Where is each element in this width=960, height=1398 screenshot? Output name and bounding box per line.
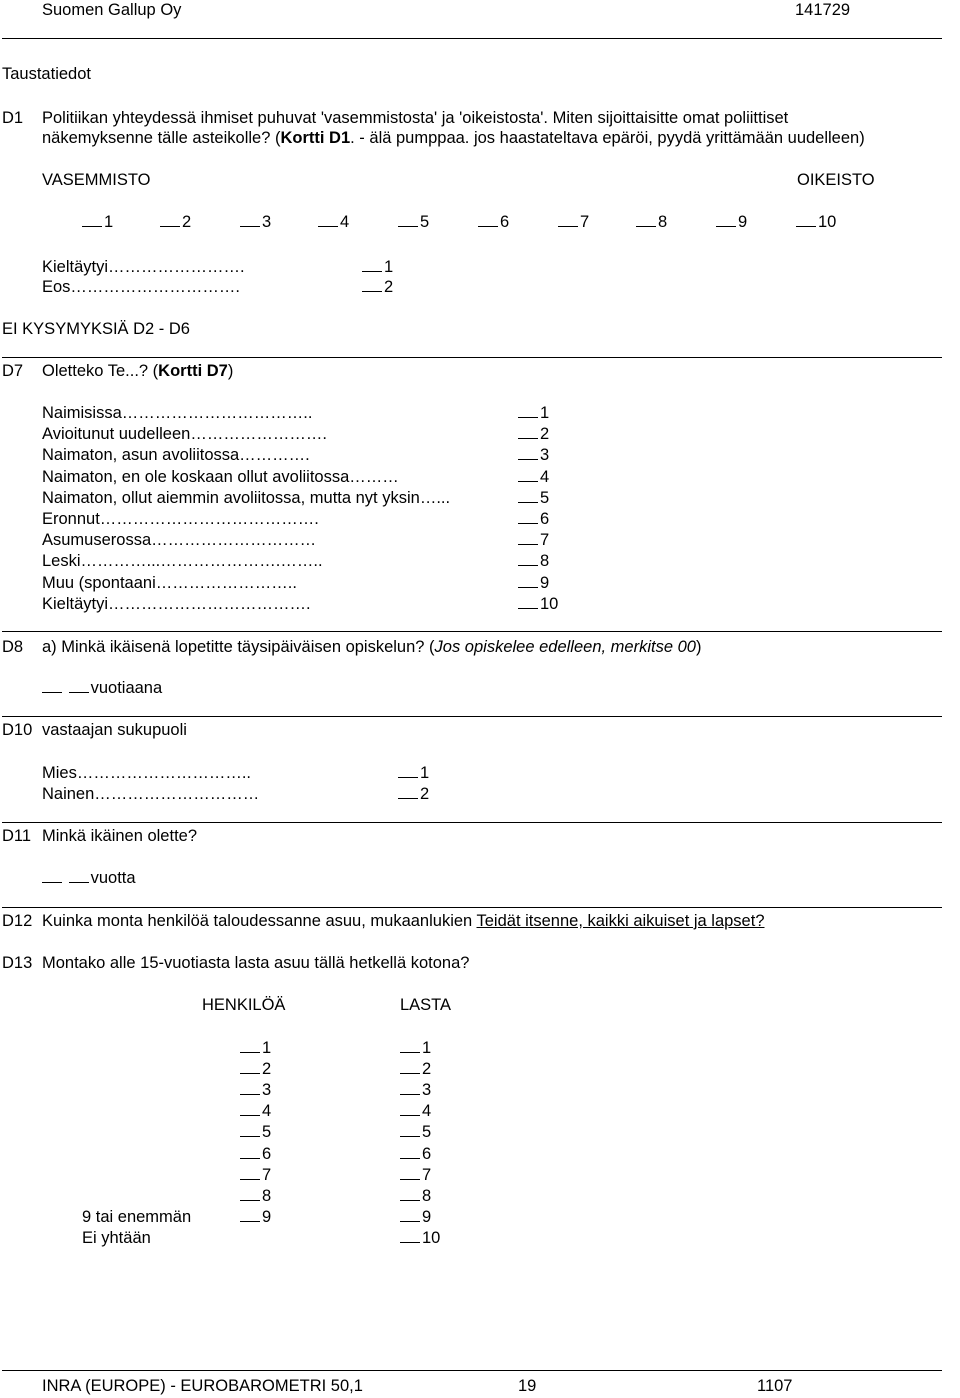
code-value: 2 — [422, 1060, 432, 1079]
code-value: 1 — [540, 404, 550, 422]
code-value: 4 — [340, 213, 350, 231]
d12-question — [42, 911, 765, 931]
d7-option-label: Kieltäytyi………………………………. — [42, 594, 311, 613]
d13-lasta-option[interactable] — [400, 1059, 431, 1079]
d8-instruction: Jos opiskelee edelleen, merkitse 00 — [434, 638, 696, 656]
d7-option-label: Naimaton, en ole koskaan ollut avoliitossa……… — [42, 467, 399, 486]
answer-blank — [160, 212, 180, 227]
d7-option-code[interactable] — [518, 424, 549, 444]
answer-blank — [362, 277, 382, 292]
d7-option-code[interactable] — [518, 467, 549, 487]
d1-text-b: . - älä pumppaa. jos haastateltava epäröi, pyydä yrittämään uudelleen) — [350, 129, 865, 147]
d8-question — [42, 637, 701, 657]
d1-scale-option[interactable] — [558, 212, 589, 232]
footer-code: 1107 — [757, 1377, 793, 1395]
d10-option-code[interactable] — [398, 784, 429, 804]
answer-blank — [518, 509, 538, 524]
answer-blank — [240, 1059, 260, 1074]
code-value: 4 — [540, 467, 550, 486]
d7-option-code[interactable] — [518, 445, 549, 465]
d7-option-code[interactable] — [518, 530, 549, 550]
d13-row-label: 9 tai enemmän — [82, 1208, 192, 1226]
d10-option-code[interactable] — [398, 763, 429, 783]
answer-blank — [478, 212, 498, 227]
code-value: 2 — [540, 425, 550, 444]
code-value: 3 — [540, 446, 550, 465]
code-value: 3 — [422, 1081, 432, 1100]
code-value: 3 — [262, 1081, 272, 1100]
d13-henkiloa-option[interactable] — [240, 1101, 271, 1121]
d13-henkiloa-option[interactable] — [240, 1122, 271, 1142]
d7-option-label: Naimaton, ollut aiemmin avoliitossa, mutta nyt yksin…... — [42, 488, 451, 507]
d1-extra-label: Kieltäytyi……………………. — [42, 258, 245, 276]
answer-blank — [636, 212, 656, 227]
d11-number: D11 — [2, 827, 32, 845]
answer-blank — [400, 1186, 420, 1201]
d13-henkiloa-option[interactable] — [240, 1038, 271, 1058]
d10-number: D10 — [2, 721, 33, 739]
d8-text: a) Minkä ikäisenä lopetitte täysipäiväisen opiskelun? ( — [42, 638, 435, 656]
code-value: 4 — [262, 1102, 272, 1121]
d13-question: Montako alle 15-vuotiasta lasta asuu tällä hetkellä kotona? — [42, 954, 470, 972]
answer-blank — [398, 763, 418, 778]
d13-row-label: Ei yhtään — [82, 1229, 151, 1247]
d13-henkiloa-option[interactable] — [240, 1059, 271, 1079]
code-value: 8 — [658, 213, 668, 231]
answer-blank — [318, 212, 338, 227]
d7-option-label: Leski…………...………………….…….. — [42, 552, 323, 571]
d1-scale-option[interactable] — [796, 212, 836, 232]
d7-option-label: Eronnut…………………………………. — [42, 510, 319, 528]
answer-blank — [518, 551, 538, 566]
d1-scale-option[interactable] — [318, 212, 349, 232]
code-value: 8 — [262, 1186, 272, 1205]
divider — [2, 357, 942, 358]
answer-blank — [362, 257, 382, 272]
d7-option-label: Naimisissa…………………………….. — [42, 404, 313, 422]
code-value: 1 — [420, 764, 430, 782]
section-title: Taustatiedot — [2, 65, 91, 83]
d13-henkiloa-option[interactable] — [240, 1165, 271, 1185]
footer-page: 19 — [518, 1377, 537, 1395]
d11-answer[interactable] — [42, 868, 136, 888]
answer-blank — [518, 403, 538, 418]
divider — [2, 631, 942, 632]
code-value: 5 — [540, 488, 550, 507]
code-value: 5 — [422, 1123, 432, 1142]
d13-col1-header: HENKILÖÄ — [202, 996, 286, 1014]
d11-unit: vuotta — [90, 869, 136, 887]
d13-lasta-option[interactable] — [400, 1144, 431, 1164]
answer-blank — [240, 1207, 260, 1222]
code-value: 2 — [384, 278, 394, 296]
code-value: 8 — [422, 1186, 432, 1205]
d7-option-code[interactable] — [518, 509, 549, 529]
code-value: 6 — [422, 1144, 432, 1163]
d8-number: D8 — [2, 638, 24, 656]
code-value: 10 — [818, 213, 837, 231]
answer-blank — [69, 678, 89, 693]
answer-blank — [518, 594, 538, 609]
d12-emphasis: Teidät itsenne, kaikki aikuiset ja lapset? — [476, 912, 765, 930]
answer-blank — [42, 678, 62, 693]
footer-survey: INRA (EUROPE) - EUROBAROMETRI 50,1 — [42, 1377, 363, 1395]
answer-blank — [400, 1165, 420, 1180]
code-value: 7 — [580, 213, 590, 231]
answer-blank — [518, 573, 538, 588]
d12-number: D12 — [2, 912, 33, 930]
d13-lasta-option[interactable] — [400, 1165, 431, 1185]
d1-card-ref: Kortti D1 — [280, 129, 351, 147]
d13-lasta-option[interactable] — [400, 1228, 440, 1248]
d11-question: Minkä ikäinen olette? — [42, 827, 198, 845]
d13-henkiloa-option[interactable] — [240, 1207, 271, 1227]
d13-lasta-option[interactable] — [400, 1038, 431, 1058]
answer-blank — [398, 212, 418, 227]
code-value: 4 — [422, 1102, 432, 1121]
answer-blank — [796, 212, 816, 227]
d10-question: vastaajan sukupuoli — [42, 721, 187, 739]
d1-right-label: OIKEISTO — [797, 171, 875, 189]
d10-option-label: Nainen………………………… — [42, 785, 260, 803]
d1-skip-note: EI KYSYMYKSIÄ D2 - D6 — [2, 320, 190, 338]
answer-blank — [400, 1207, 420, 1222]
code-value: 9 — [738, 213, 748, 231]
d7-number: D7 — [2, 362, 24, 380]
answer-blank — [240, 1038, 260, 1053]
divider — [2, 822, 942, 823]
answer-blank — [82, 212, 102, 227]
divider — [2, 907, 942, 908]
answer-blank — [398, 784, 418, 799]
answer-blank — [400, 1122, 420, 1137]
code-value: 3 — [262, 213, 272, 231]
d1-scale-option[interactable] — [398, 212, 429, 232]
code-value: 2 — [262, 1060, 272, 1079]
d1-extra-code[interactable] — [362, 277, 393, 297]
code-value: 7 — [262, 1165, 272, 1184]
answer-blank — [558, 212, 578, 227]
answer-blank — [518, 530, 538, 545]
divider — [2, 38, 942, 39]
d13-henkiloa-option[interactable] — [240, 1144, 271, 1164]
code-value: 7 — [540, 531, 550, 550]
d7-option-code[interactable] — [518, 403, 549, 423]
answer-blank — [400, 1228, 420, 1243]
code-value: 10 — [422, 1228, 441, 1247]
d1-scale-option[interactable] — [636, 212, 667, 232]
d13-number: D13 — [2, 954, 33, 972]
code-value: 9 — [262, 1207, 272, 1226]
answer-blank — [240, 1186, 260, 1201]
d7-option-label: Muu (spontaani…………………….. — [42, 573, 297, 592]
d7-question — [42, 361, 233, 381]
divider — [2, 1370, 942, 1371]
d1-scale-option[interactable] — [240, 212, 271, 232]
d1-question-line2 — [42, 128, 865, 148]
d13-lasta-option[interactable] — [400, 1207, 431, 1227]
d7-card-ref: Kortti D7 — [158, 362, 228, 380]
code-value: 6 — [500, 213, 510, 231]
answer-blank — [400, 1144, 420, 1159]
d7-option-code[interactable] — [518, 573, 549, 593]
d1-number: D1 — [2, 109, 24, 127]
d1-scale-option[interactable] — [716, 212, 747, 232]
code-value: 1 — [262, 1039, 272, 1057]
code-value: 1 — [384, 258, 394, 276]
d7-option-label: Asumuserossa………………………… — [42, 531, 317, 550]
answer-blank — [240, 1165, 260, 1180]
header-company: Suomen Gallup Oy — [42, 1, 182, 19]
code-value: 5 — [262, 1123, 272, 1142]
answer-blank — [400, 1080, 420, 1095]
answer-blank — [240, 1080, 260, 1095]
d7-close: ) — [227, 362, 234, 380]
d10-option-label: Mies………………………….. — [42, 764, 252, 782]
d7-option-code[interactable] — [518, 551, 549, 571]
answer-blank — [400, 1038, 420, 1053]
code-value: 10 — [540, 594, 559, 613]
answer-blank — [518, 488, 538, 503]
d1-scale-option[interactable] — [478, 212, 509, 232]
header-job-number: 141729 — [795, 1, 851, 19]
code-value: 1 — [422, 1039, 432, 1057]
d12-text: Kuinka monta henkilöä taloudessanne asuu, mukaanlukien — [42, 912, 477, 930]
d7-text: Oletteko Te...? ( — [42, 362, 159, 380]
d13-lasta-option[interactable] — [400, 1080, 431, 1100]
answer-blank — [518, 445, 538, 460]
answer-blank — [716, 212, 736, 227]
answer-blank — [240, 212, 260, 227]
answer-blank — [518, 424, 538, 439]
d13-lasta-option[interactable] — [400, 1101, 431, 1121]
answer-blank — [400, 1101, 420, 1116]
d13-henkiloa-option[interactable] — [240, 1080, 271, 1100]
d13-lasta-option[interactable] — [400, 1186, 431, 1206]
code-value: 7 — [422, 1165, 432, 1184]
d8-answer[interactable] — [42, 678, 162, 698]
d7-option-code[interactable] — [518, 488, 549, 508]
d1-extra-label: Eos…………………………. — [42, 278, 241, 296]
answer-blank — [69, 868, 89, 883]
d1-scale-option[interactable] — [82, 212, 113, 232]
d13-col2-header: LASTA — [400, 996, 452, 1014]
d13-lasta-option[interactable] — [400, 1122, 431, 1142]
d8-unit: vuotiaana — [90, 679, 163, 697]
d7-option-code[interactable] — [518, 594, 558, 614]
answer-blank — [240, 1144, 260, 1159]
code-value: 6 — [262, 1144, 272, 1163]
answer-blank — [240, 1122, 260, 1137]
d7-option-label: Naimaton, asun avoliitossa…………. — [42, 446, 310, 465]
answer-blank — [400, 1059, 420, 1074]
code-value: 8 — [540, 552, 550, 571]
code-value: 9 — [540, 573, 550, 592]
d8-close: ) — [695, 638, 702, 656]
answer-blank — [42, 868, 62, 883]
d13-henkiloa-option[interactable] — [240, 1186, 271, 1206]
code-value: 2 — [420, 785, 430, 803]
code-value: 6 — [540, 510, 550, 528]
d7-option-label: Avioitunut uudelleen……………………. — [42, 425, 327, 444]
d1-extra-code[interactable] — [362, 257, 393, 277]
answer-blank — [518, 467, 538, 482]
d1-left-label: VASEMMISTO — [42, 171, 151, 189]
divider — [2, 716, 942, 717]
code-value: 5 — [420, 213, 430, 231]
d1-question-line1: Politiikan yhteydessä ihmiset puhuvat 'vasemmistosta' ja 'oikeistosta'. Miten sijoittaisitte omat poliittiset — [42, 109, 789, 127]
code-value: 9 — [422, 1207, 432, 1226]
code-value: 2 — [182, 213, 192, 231]
answer-blank — [240, 1101, 260, 1116]
code-value: 1 — [104, 213, 114, 231]
d1-text-a: näkemyksenne tälle asteikolle? ( — [42, 129, 281, 147]
d1-scale-option[interactable] — [160, 212, 191, 232]
